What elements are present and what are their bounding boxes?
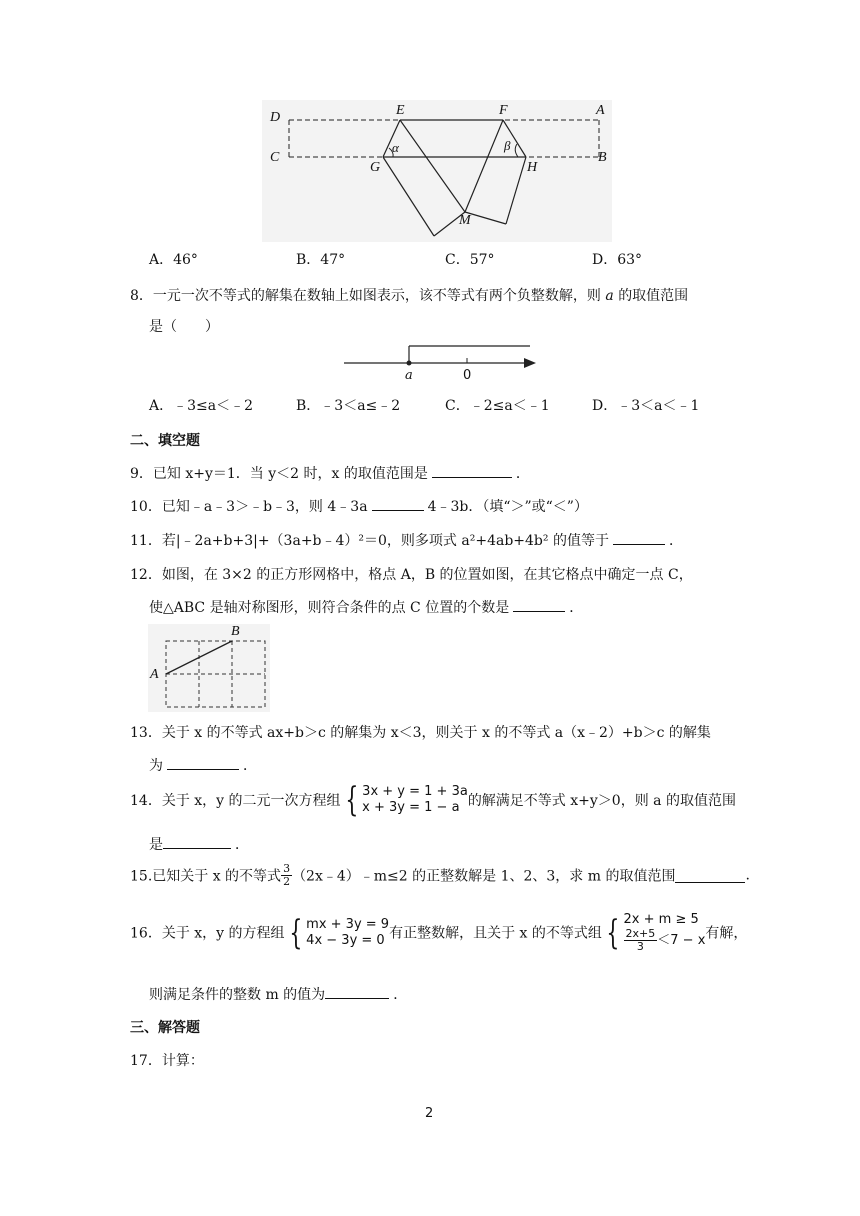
q8-text-end: 的取值范围 [618, 288, 689, 304]
fig7-label-H: H [527, 160, 538, 175]
q7-option-d: D．63° [592, 252, 643, 268]
q13-text: 为 [149, 758, 163, 774]
section-3-title: 三、解答题 [130, 1020, 200, 1036]
q9-text: 9．已知 x+y＝1．当 y＜2 时，x 的取值范围是 [130, 466, 428, 482]
q11-blank [613, 530, 665, 545]
q9-blank [432, 463, 512, 478]
q12-blank [513, 597, 565, 612]
fig7-label-C: C [270, 150, 280, 165]
q8-axis-label-zero: 0 [463, 368, 472, 383]
fig7-label-F: F [499, 103, 508, 118]
q12-text: 使△ABC 是轴对称图形，则符合条件的点 C 位置的个数是 [149, 600, 510, 616]
q16-text-post: 有解， [705, 925, 748, 942]
q15-fraction [281, 863, 292, 888]
q7-figure [262, 100, 612, 242]
q10-text: 10．已知﹣a﹣3＞﹣b﹣3，则 4﹣3a [130, 499, 368, 515]
fig7-label-alpha: α [392, 140, 399, 155]
q12-line2: 使△ABC 是轴对称图形，则符合条件的点 C 位置的个数是 ． [149, 597, 583, 617]
page-number: 2 [425, 1106, 434, 1121]
fig7-label-E: E [396, 103, 405, 118]
fig12-label-B: B [231, 624, 240, 639]
fig7-label-A: A [596, 103, 605, 118]
q8-number-line [340, 340, 540, 386]
q15-blank [675, 868, 745, 883]
q13-line2: 为 ． [149, 755, 257, 775]
q16-brace-1: { [288, 912, 302, 953]
q8-option-b: B．﹣3＜a≤﹣2 [296, 398, 401, 414]
q16-ineq2-fraction [624, 928, 658, 953]
q16-eq1: mx + 3y = 9 [306, 916, 390, 932]
q8-line2: 是（ ） [149, 319, 219, 335]
q15: 15.已知关于 x 的不等式 $\frac{3}{2}$ （2x﹣4）﹣m≤2 的正整数解是 1、2、3，求 m 的取值范围 . [130, 862, 750, 888]
q14-line2: 是 ． [149, 834, 249, 854]
q16-line1 [130, 912, 747, 953]
q16-text: 16．关于 x，y 的方程组 [130, 925, 285, 942]
q13-line1: 13．关于 x 的不等式 ax+b＞c 的解集为 x＜3，则关于 x 的不等式 a（x﹣2）+b＞c 的解集 [130, 725, 711, 741]
q15-fraction-den: 2 [283, 875, 291, 888]
fig7-label-B: B [598, 150, 607, 165]
q16-ineq2-num: 2x+5 [625, 927, 656, 940]
q15-text-post: （2x﹣4）﹣m≤2 的正整数解是 1、2、3，求 m 的取值范围 [292, 868, 676, 885]
q14-line1 [130, 780, 736, 820]
q12-line1: 12．如图，在 3×2 的正方形网格中，格点 A，B 的位置如图，在其它格点中确定一点 C， [130, 567, 693, 583]
q8-var: a [605, 288, 614, 304]
fig7-label-D: D [270, 110, 281, 125]
q16-system [306, 917, 389, 949]
q7-option-b: B．47° [296, 252, 346, 268]
fig7-label-G: G [370, 160, 381, 175]
q8-option-c: C．﹣2≤a＜﹣1 [445, 398, 550, 414]
q10 [130, 496, 588, 516]
q10-blank [372, 496, 424, 511]
q14-text-post: 的解满足不等式 x+y＞0，则 a 的取值范围 [467, 793, 736, 809]
q13-blank [167, 755, 239, 770]
q8-number: 8． [130, 288, 153, 304]
q11-text: 11．若|﹣2a+b+3|+（3a+b﹣4）²＝0，则多项式 a²+4ab+4b² 的值等于 [130, 533, 609, 549]
q16-ineq2 [624, 928, 706, 953]
fig7-label-beta: β [504, 138, 511, 153]
q16-ineq2-rest: ＜7 − x [657, 933, 706, 948]
q12-grid-figure [148, 624, 270, 712]
q16-ineq1: 2x + m ≥ 5 [623, 912, 699, 927]
q14-system [362, 784, 468, 816]
q14-eq2: x + 3y = 1 − a [362, 800, 460, 815]
q16-text-2: 则满足条件的整数 m 的值为 [149, 987, 326, 1003]
q9: 9．已知 x+y＝1．当 y＜2 时，x 的取值范围是 ． [130, 463, 530, 483]
fig12-label-A: A [150, 667, 159, 682]
section-2-title: 二、填空题 [130, 433, 200, 449]
q14-text: 14．关于 x，y 的二元一次方程组 [130, 793, 341, 809]
q16-ineq2-den: 3 [636, 940, 644, 953]
q7-option-c: C．57° [445, 252, 495, 268]
q14-eq1: 3x + y = 1 + 3a [362, 784, 468, 799]
q8-text: 一元一次不等式的解集在数轴上如图表示，该不等式有两个负整数解，则 [152, 288, 601, 304]
q14-text-2: 是 [149, 837, 163, 853]
q16-line2: 则满足条件的整数 m 的值为 ． [149, 984, 407, 1004]
fig7-label-M: M [459, 213, 471, 228]
q11: 11．若|﹣2a+b+3|+（3a+b﹣4）²＝0，则多项式 a²+4ab+4b² 的值等于 ． [130, 530, 683, 550]
q8-axis-label-a: a [405, 368, 413, 383]
q14-brace: { [344, 780, 358, 820]
q15-fraction-num: 3 [283, 862, 291, 875]
q17: 17．计算： [130, 1053, 204, 1069]
q7-option-a: A．46° [149, 252, 198, 268]
q8-option-d: D．﹣3＜a＜﹣1 [592, 398, 700, 414]
q16-ineq-system [624, 912, 706, 953]
q10-text-end: 4﹣3b．（填“＞”或“＜”） [427, 499, 588, 515]
q8-line1 [130, 285, 688, 305]
q15-text: 15.已知关于 x 的不等式 [130, 868, 282, 885]
q16-blank [325, 984, 389, 999]
q16-eq2: 4x − 3y = 0 [306, 932, 385, 948]
q14-blank [163, 834, 231, 849]
q16-text-mid: 有正整数解，且关于 x 的不等式组 [389, 925, 602, 942]
q8-option-a: A．﹣3≤a＜﹣2 [149, 398, 254, 414]
q16-brace-2: { [606, 912, 620, 953]
fig7-background [262, 100, 612, 242]
